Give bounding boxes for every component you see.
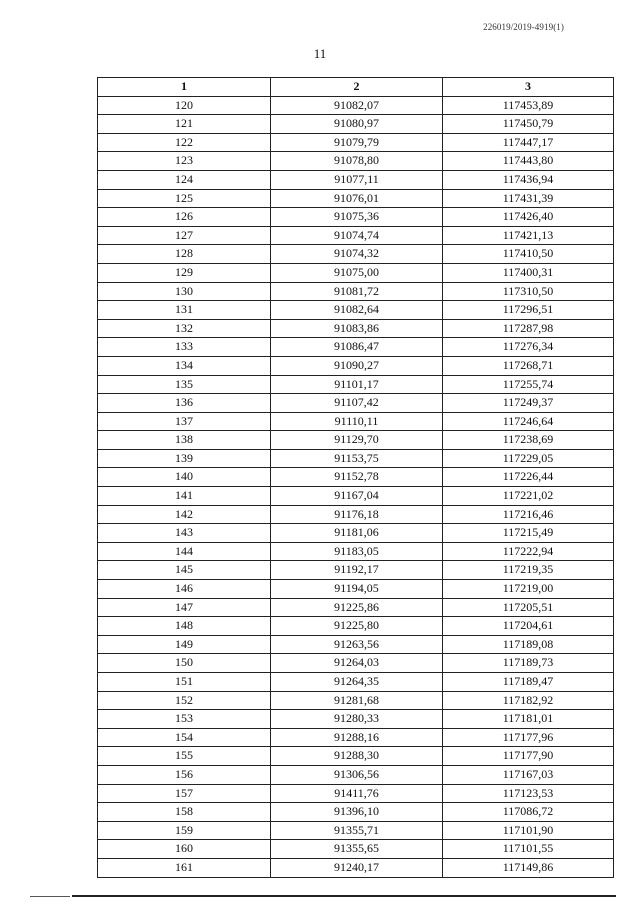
cell-coordinate-y: 117421,13 bbox=[443, 226, 614, 245]
cell-coordinate-y: 117189,08 bbox=[443, 635, 614, 654]
cell-point-number: 137 bbox=[98, 412, 271, 431]
cell-point-number: 156 bbox=[98, 765, 271, 784]
cell-point-number: 132 bbox=[98, 319, 271, 338]
cell-point-number: 133 bbox=[98, 338, 271, 357]
cell-coordinate-y: 117249,37 bbox=[443, 394, 614, 413]
cell-coordinate-y: 117177,96 bbox=[443, 728, 614, 747]
cell-coordinate-x: 91090,27 bbox=[271, 356, 443, 375]
cell-point-number: 129 bbox=[98, 263, 271, 282]
cell-point-number: 120 bbox=[98, 96, 271, 115]
cell-coordinate-x: 91101,17 bbox=[271, 375, 443, 394]
cell-coordinate-y: 117181,01 bbox=[443, 710, 614, 729]
coordinates-table bbox=[97, 77, 614, 878]
cell-coordinate-x: 91075,36 bbox=[271, 208, 443, 227]
table-row bbox=[98, 765, 614, 784]
cell-coordinate-x: 91074,32 bbox=[271, 245, 443, 264]
table-row bbox=[98, 245, 614, 264]
cell-coordinate-y: 117447,17 bbox=[443, 133, 614, 152]
cell-coordinate-y: 117101,90 bbox=[443, 821, 614, 840]
column-header-point: 1 bbox=[98, 78, 271, 97]
cell-coordinate-x: 91192,17 bbox=[271, 561, 443, 580]
cell-coordinate-x: 91194,05 bbox=[271, 580, 443, 599]
cell-coordinate-x: 91082,64 bbox=[271, 301, 443, 320]
table-row bbox=[98, 710, 614, 729]
cell-coordinate-x: 91107,42 bbox=[271, 394, 443, 413]
table-row bbox=[98, 673, 614, 692]
cell-coordinate-x: 91263,56 bbox=[271, 635, 443, 654]
cell-coordinate-y: 117204,61 bbox=[443, 617, 614, 636]
table-row bbox=[98, 338, 614, 357]
cell-coordinate-y: 117123,53 bbox=[443, 784, 614, 803]
cell-coordinate-y: 117226,44 bbox=[443, 468, 614, 487]
cell-coordinate-x: 91181,06 bbox=[271, 524, 443, 543]
table-row bbox=[98, 449, 614, 468]
table-row bbox=[98, 170, 614, 189]
table-row bbox=[98, 561, 614, 580]
cell-coordinate-y: 117246,64 bbox=[443, 412, 614, 431]
cell-point-number: 139 bbox=[98, 449, 271, 468]
table-row bbox=[98, 487, 614, 506]
document-number: 226019/2019-4919(1) bbox=[483, 22, 564, 32]
cell-point-number: 122 bbox=[98, 133, 271, 152]
cell-coordinate-y: 117287,98 bbox=[443, 319, 614, 338]
cell-point-number: 153 bbox=[98, 710, 271, 729]
table-row bbox=[98, 840, 614, 859]
table-row bbox=[98, 728, 614, 747]
cell-coordinate-x: 91306,56 bbox=[271, 765, 443, 784]
cell-point-number: 148 bbox=[98, 617, 271, 636]
cell-coordinate-x: 91076,01 bbox=[271, 189, 443, 208]
cell-point-number: 160 bbox=[98, 840, 271, 859]
cell-point-number: 127 bbox=[98, 226, 271, 245]
cell-coordinate-y: 117426,40 bbox=[443, 208, 614, 227]
cell-coordinate-x: 91153,75 bbox=[271, 449, 443, 468]
cell-coordinate-x: 91075,00 bbox=[271, 263, 443, 282]
table-row bbox=[98, 617, 614, 636]
cell-coordinate-y: 117276,34 bbox=[443, 338, 614, 357]
table-row bbox=[98, 319, 614, 338]
cell-coordinate-y: 117431,39 bbox=[443, 189, 614, 208]
cell-point-number: 157 bbox=[98, 784, 271, 803]
table-row bbox=[98, 208, 614, 227]
cell-point-number: 141 bbox=[98, 487, 271, 506]
cell-point-number: 134 bbox=[98, 356, 271, 375]
cell-point-number: 145 bbox=[98, 561, 271, 580]
cell-coordinate-x: 91225,86 bbox=[271, 598, 443, 617]
cell-coordinate-y: 117189,47 bbox=[443, 673, 614, 692]
cell-coordinate-y: 117255,74 bbox=[443, 375, 614, 394]
table-row bbox=[98, 96, 614, 115]
table-row bbox=[98, 691, 614, 710]
table-row bbox=[98, 115, 614, 134]
table-row bbox=[98, 431, 614, 450]
table-header-row bbox=[98, 78, 614, 97]
cell-point-number: 144 bbox=[98, 542, 271, 561]
cell-coordinate-y: 117436,94 bbox=[443, 170, 614, 189]
table-row bbox=[98, 635, 614, 654]
cell-coordinate-y: 117189,73 bbox=[443, 654, 614, 673]
table-row bbox=[98, 226, 614, 245]
cell-coordinate-x: 91264,03 bbox=[271, 654, 443, 673]
table-row bbox=[98, 412, 614, 431]
cell-point-number: 121 bbox=[98, 115, 271, 134]
cell-point-number: 152 bbox=[98, 691, 271, 710]
cell-coordinate-y: 117310,50 bbox=[443, 282, 614, 301]
cell-coordinate-x: 91082,07 bbox=[271, 96, 443, 115]
cell-point-number: 135 bbox=[98, 375, 271, 394]
cell-coordinate-x: 91074,74 bbox=[271, 226, 443, 245]
cell-point-number: 130 bbox=[98, 282, 271, 301]
cell-coordinate-y: 117268,71 bbox=[443, 356, 614, 375]
table-row bbox=[98, 133, 614, 152]
table-row bbox=[98, 394, 614, 413]
cell-coordinate-x: 91129,70 bbox=[271, 431, 443, 450]
cell-coordinate-x: 91281,68 bbox=[271, 691, 443, 710]
cell-coordinate-x: 91411,76 bbox=[271, 784, 443, 803]
cell-point-number: 138 bbox=[98, 431, 271, 450]
cell-coordinate-x: 91355,71 bbox=[271, 821, 443, 840]
cell-coordinate-x: 91264,35 bbox=[271, 673, 443, 692]
page-number: 11 bbox=[313, 46, 327, 61]
cell-coordinate-x: 91086,47 bbox=[271, 338, 443, 357]
table-row bbox=[98, 282, 614, 301]
table-body bbox=[98, 96, 614, 877]
cell-coordinate-x: 91176,18 bbox=[271, 505, 443, 524]
cell-coordinate-x: 91240,17 bbox=[271, 858, 443, 877]
cell-point-number: 142 bbox=[98, 505, 271, 524]
cell-coordinate-y: 117177,90 bbox=[443, 747, 614, 766]
cell-point-number: 155 bbox=[98, 747, 271, 766]
table-row bbox=[98, 858, 614, 877]
cell-coordinate-x: 91078,80 bbox=[271, 152, 443, 171]
cell-coordinate-x: 91080,97 bbox=[271, 115, 443, 134]
cell-coordinate-y: 117205,51 bbox=[443, 598, 614, 617]
table-row bbox=[98, 468, 614, 487]
cell-point-number: 125 bbox=[98, 189, 271, 208]
cell-coordinate-y: 117410,50 bbox=[443, 245, 614, 264]
cell-coordinate-y: 117101,55 bbox=[443, 840, 614, 859]
table-row bbox=[98, 747, 614, 766]
table-row bbox=[98, 654, 614, 673]
table-row bbox=[98, 301, 614, 320]
cell-coordinate-x: 91355,65 bbox=[271, 840, 443, 859]
table-row bbox=[98, 580, 614, 599]
cell-point-number: 158 bbox=[98, 803, 271, 822]
cell-coordinate-y: 117229,05 bbox=[443, 449, 614, 468]
cell-coordinate-x: 91077,11 bbox=[271, 170, 443, 189]
table-row bbox=[98, 189, 614, 208]
cell-point-number: 131 bbox=[98, 301, 271, 320]
cell-coordinate-x: 91110,11 bbox=[271, 412, 443, 431]
table-row bbox=[98, 375, 614, 394]
table-row bbox=[98, 263, 614, 282]
cell-point-number: 159 bbox=[98, 821, 271, 840]
cell-coordinate-x: 91225,80 bbox=[271, 617, 443, 636]
table-row bbox=[98, 505, 614, 524]
table-row bbox=[98, 356, 614, 375]
column-header-y: 3 bbox=[443, 78, 614, 97]
cell-coordinate-y: 117219,35 bbox=[443, 561, 614, 580]
cell-coordinate-y: 117450,79 bbox=[443, 115, 614, 134]
cell-point-number: 143 bbox=[98, 524, 271, 543]
cell-point-number: 140 bbox=[98, 468, 271, 487]
cell-coordinate-y: 117167,03 bbox=[443, 765, 614, 784]
cell-point-number: 136 bbox=[98, 394, 271, 413]
cell-point-number: 150 bbox=[98, 654, 271, 673]
cell-coordinate-x: 91396,10 bbox=[271, 803, 443, 822]
table-row bbox=[98, 152, 614, 171]
cell-coordinate-y: 117453,89 bbox=[443, 96, 614, 115]
cell-coordinate-y: 117443,80 bbox=[443, 152, 614, 171]
table-row bbox=[98, 542, 614, 561]
cell-point-number: 123 bbox=[98, 152, 271, 171]
cell-coordinate-y: 117216,46 bbox=[443, 505, 614, 524]
cell-point-number: 161 bbox=[98, 858, 271, 877]
footer-rule-left bbox=[30, 896, 70, 897]
cell-point-number: 147 bbox=[98, 598, 271, 617]
cell-coordinate-y: 117149,86 bbox=[443, 858, 614, 877]
cell-coordinate-x: 91079,79 bbox=[271, 133, 443, 152]
table-row bbox=[98, 821, 614, 840]
cell-point-number: 128 bbox=[98, 245, 271, 264]
cell-coordinate-y: 117086,72 bbox=[443, 803, 614, 822]
cell-coordinate-y: 117215,49 bbox=[443, 524, 614, 543]
cell-coordinate-y: 117221,02 bbox=[443, 487, 614, 506]
cell-coordinate-y: 117182,92 bbox=[443, 691, 614, 710]
cell-coordinate-x: 91280,33 bbox=[271, 710, 443, 729]
cell-coordinate-x: 91152,78 bbox=[271, 468, 443, 487]
cell-point-number: 154 bbox=[98, 728, 271, 747]
cell-coordinate-x: 91183,05 bbox=[271, 542, 443, 561]
cell-coordinate-y: 117238,69 bbox=[443, 431, 614, 450]
cell-coordinate-x: 91167,04 bbox=[271, 487, 443, 506]
cell-coordinate-x: 91288,16 bbox=[271, 728, 443, 747]
cell-point-number: 149 bbox=[98, 635, 271, 654]
footer-rule bbox=[72, 895, 616, 897]
table-row bbox=[98, 598, 614, 617]
cell-coordinate-y: 117296,51 bbox=[443, 301, 614, 320]
cell-coordinate-x: 91288,30 bbox=[271, 747, 443, 766]
cell-coordinate-y: 117219,00 bbox=[443, 580, 614, 599]
table-row bbox=[98, 803, 614, 822]
cell-coordinate-x: 91083,86 bbox=[271, 319, 443, 338]
cell-point-number: 151 bbox=[98, 673, 271, 692]
table-row bbox=[98, 524, 614, 543]
column-header-x: 2 bbox=[271, 78, 443, 97]
cell-coordinate-y: 117400,31 bbox=[443, 263, 614, 282]
cell-coordinate-x: 91081,72 bbox=[271, 282, 443, 301]
cell-point-number: 126 bbox=[98, 208, 271, 227]
cell-point-number: 146 bbox=[98, 580, 271, 599]
table-row bbox=[98, 784, 614, 803]
cell-coordinate-y: 117222,94 bbox=[443, 542, 614, 561]
cell-point-number: 124 bbox=[98, 170, 271, 189]
